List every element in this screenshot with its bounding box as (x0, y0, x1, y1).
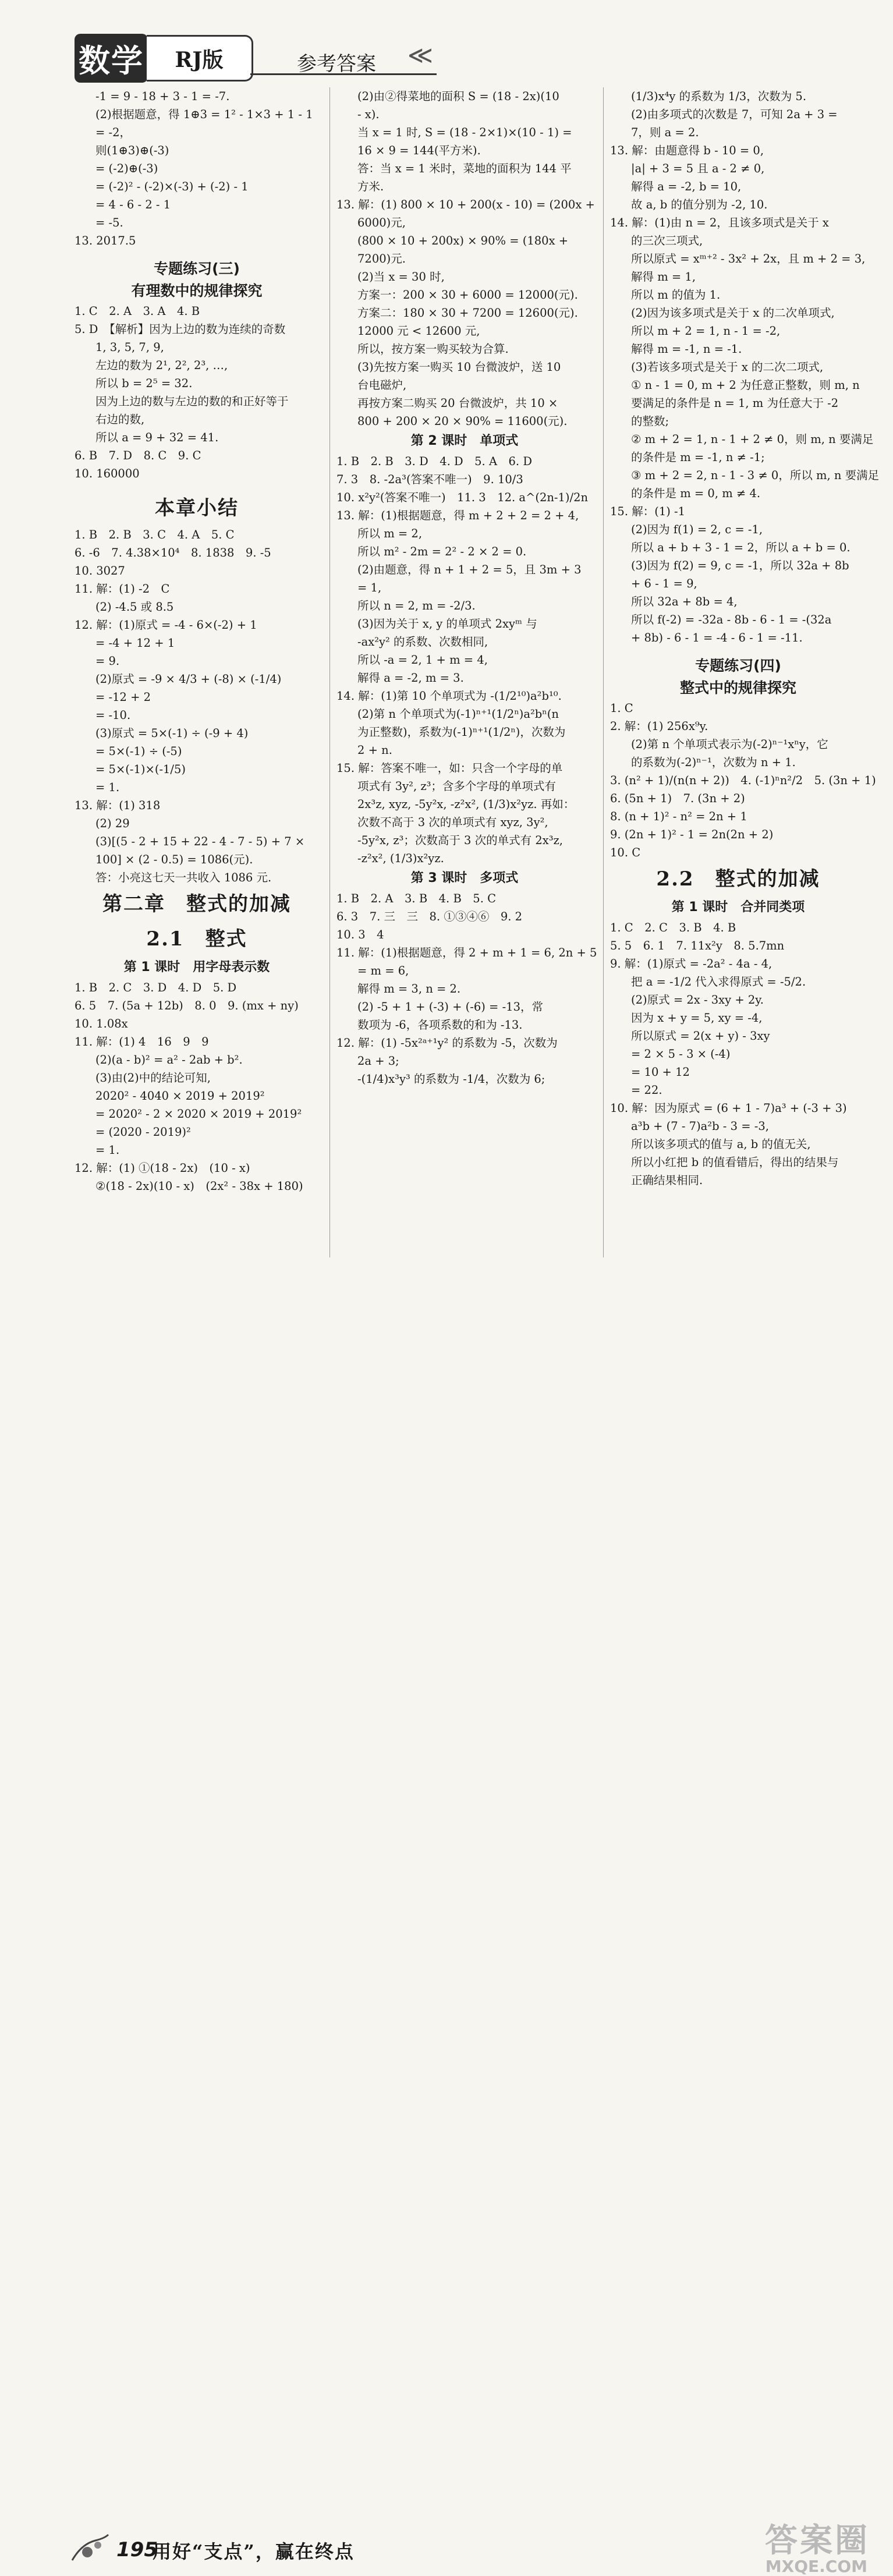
edition-tag: RJ版 (147, 35, 253, 82)
answer-line: 的条件是 m = -1, n ≠ -1; (631, 451, 765, 464)
answer-line: 所以小红把 b 的值看错后，得出的结果与 (631, 1156, 839, 1169)
section-heading: 2.1 整式 (146, 927, 247, 951)
answer-line: 方案二：180 × 30 + 7200 = 12600(元). (357, 306, 578, 320)
answer-line: (2)由多项式的次数是 7，可知 2a + 3 = (631, 108, 838, 121)
answer-line: 所以，按方案一购买较为合算. (357, 342, 509, 356)
answer-line: + 6 - 1 = 9, (631, 577, 697, 590)
answer-line: 所以 f(-2) = -32a - 8b - 6 - 1 = -(32a (631, 613, 832, 626)
answer-line: (2) -5 + 1 + (-3) + (-6) = -13，常 (357, 1000, 543, 1014)
double-chevron-icon: ≪ (407, 41, 433, 69)
answer-line: 方案一：200 × 30 + 6000 = 12000(元). (357, 288, 578, 302)
answer-line: = -12 + 2 (95, 690, 151, 704)
answer-line: 12. 解：(1)原式 = -4 - 6×(-2) + 1 (75, 618, 257, 632)
answer-line: 6. 5 7. (5a + 12b) 8. 0 9. (mx + ny) (75, 999, 299, 1012)
section-heading: 第 2 课时 单项式 (410, 434, 519, 448)
answer-line: 2. 解：(1) 256x⁹y. (610, 720, 708, 733)
answer-line: 要满足的条件是 n = 1, m 为任意大于 -2 (631, 396, 839, 410)
answer-line: 1. B 2. A 3. B 4. B 5. C (336, 892, 497, 905)
section-heading: 第 1 课时 合并同类项 (671, 900, 805, 915)
answer-line: ② m + 2 = 1, n - 1 + 2 ≠ 0，则 m, n 要满足 (631, 433, 874, 446)
answer-line: 所以该多项式的值与 a, b 的值无关, (631, 1138, 811, 1151)
answer-line: = m = 6, (357, 964, 409, 977)
answer-line: 答：当 x = 1 米时，菜地的面积为 144 平 (357, 162, 572, 175)
answer-line: 13. 解：(1)根据题意，得 m + 2 + 2 = 2 + 4, (336, 509, 579, 522)
answer-line: 解得 a = -2, m = 3. (357, 671, 464, 685)
answer-line: 正确结果相同. (631, 1174, 703, 1187)
answer-line: 答：小亮这七天一共收入 1086 元. (95, 871, 272, 884)
answer-line: -ax²y² 的系数、次数相同, (357, 635, 488, 649)
answer-line: 解得 m = 3, n = 2. (357, 982, 461, 995)
answer-line: 项式有 3y², z³；含多个字母的单项式有 (357, 779, 556, 793)
answer-line: (2) 29 (95, 817, 130, 830)
answer-line: 所以 a + b + 3 - 1 = 2，所以 a + b = 0. (631, 541, 851, 554)
answer-line: 所以 m² - 2m = 2² - 2 × 2 = 0. (357, 545, 527, 558)
answer-line: = 5×(-1) ÷ (-5) (95, 745, 182, 758)
answer-line: 故 a, b 的值分别为 -2, 10. (631, 198, 768, 211)
answer-line: 10. 3 4 (336, 928, 384, 941)
answer-line: 所以 m 的值为 1. (631, 288, 721, 302)
answer-line: 所以 m = 2, (357, 527, 423, 540)
answer-line: (1/3)x⁴y 的系数为 1/3，次数为 5. (631, 90, 807, 103)
answer-line: (3)[(5 - 2 + 15 + 22 - 4 - 7 - 5) + 7 × (95, 835, 305, 848)
answer-line: 的整数; (631, 414, 669, 428)
section-heading: 本章小结 (155, 497, 239, 520)
answer-line: 9. (2n + 1)² - 1 = 2n(2n + 2) (610, 828, 774, 841)
answer-line: 1, 3, 5, 7, 9, (95, 341, 164, 354)
answer-line: 7200)元. (357, 252, 406, 265)
answer-line: 12000 元 < 12600 元, (357, 324, 480, 338)
answer-line: 12. 解：(1) ①(18 - 2x) (10 - x) (75, 1161, 250, 1175)
answer-line: 11. 解：(1) -2 C (75, 582, 170, 596)
answer-line: 所以 m + 2 = 1, n - 1 = -2, (631, 324, 781, 338)
answer-line: = 2020² - 2 × 2020 × 2019 + 2019² (95, 1107, 302, 1121)
section-heading: 第 1 课时 用字母表示数 (123, 960, 270, 975)
answer-line: 的三次三项式, (631, 234, 703, 247)
footer-slogan: 用好“支点”，赢在终点 (153, 2540, 355, 2563)
page-footer (0, 1263, 893, 2576)
answer-line: a³b + (7 - 7)a²b - 3 = -3, (631, 1119, 769, 1133)
answer-line: 的条件是 m = 0, m ≠ 4. (631, 487, 761, 500)
answer-line: 1. C (610, 701, 633, 715)
answer-line: = -2， (95, 126, 132, 139)
answer-line: (800 × 10 + 200x) × 90% = (180x + (357, 234, 569, 247)
answer-line: 6. 3 7. 三 三 8. ①③④⑥ 9. 2 (336, 910, 523, 923)
column-divider (603, 87, 604, 1257)
mascot-icon (70, 2532, 111, 2565)
answer-line: 当 x = 1 时, S = (18 - 2×1)×(10 - 1) = (357, 126, 572, 139)
spacer (75, 250, 319, 258)
answer-line: 3. (n² + 1)/(n(n + 2)) 4. (-1)ⁿn²/2 5. (3n + 1) (610, 774, 876, 787)
answer-line: = (-2)⊕(-3) (95, 162, 158, 175)
answer-line: -5y²x, z³；次数高于 3 次的单式有 2x³z, (357, 834, 564, 847)
answer-line: 再按方案二购买 20 台微波炉，共 10 × (357, 396, 558, 410)
answer-line: = 5×(-1)×(-1/5) (95, 763, 186, 776)
section-heading: 有理数中的规律探究 (131, 282, 263, 299)
answer-line: (3)先按方案一购买 10 台微波炉，送 10 (357, 360, 561, 374)
answer-line: 10. C (610, 846, 641, 859)
answer-line: 所以 n = 2, m = -2/3. (357, 599, 476, 612)
answer-line: 所以原式 = 2(x + y) - 3xy (631, 1029, 770, 1043)
answer-line: = 9. (95, 654, 120, 668)
answer-line: = 4 - 6 - 2 - 1 (95, 198, 171, 211)
answer-line: 15. 解：答案不唯一，如：只含一个字母的单 (336, 761, 563, 775)
answer-line: 13. 解：(1) 800 × 10 + 200(x - 10) = (200x + (336, 198, 595, 211)
answer-line: 把 a = -1/2 代入求得原式 = -5/2. (631, 975, 806, 988)
answer-line: -1 = 9 - 18 + 3 - 1 = -7. (95, 90, 230, 103)
answer-line: 所以 32a + 8b = 4, (631, 595, 738, 608)
answer-line: 10. 1.08x (75, 1017, 128, 1030)
answer-line: = -4 + 12 + 1 (95, 636, 175, 650)
answer-line: + 8b) - 6 - 1 = -4 - 6 - 1 = -11. (631, 631, 803, 644)
section-heading: 专题练习(三) (154, 260, 240, 277)
answer-line: 因为上边的数与左边的数的和正好等于 (95, 395, 289, 408)
answer-line: (2)因为该多项式是关于 x 的二次单项式, (631, 306, 835, 320)
answer-line: 10. x²y²(答案不唯一) 11. 3 12. a^(2n-1)/2n (336, 491, 589, 504)
answer-line: 7，则 a = 2. (631, 126, 699, 139)
answer-line: 6. B 7. D 8. C 9. C (75, 449, 201, 462)
answer-line: 6. -6 7. 4.38×10⁴ 8. 1838 9. -5 (75, 546, 271, 559)
section-heading: 整式中的规律探究 (679, 679, 796, 696)
answer-line: = 1, (357, 581, 382, 594)
answer-line: 1. B 2. B 3. D 4. D 5. A 6. D (336, 455, 532, 468)
answer-line: (3)由(2)中的结论可知, (95, 1071, 211, 1085)
answer-line: 所以 -a = 2, 1 + m = 4, (357, 653, 488, 667)
answer-line: (2)第 n 个单项式表示为(-2)ⁿ⁻¹xⁿy，它 (631, 738, 828, 751)
answer-line: 2x³z, xyz, -5y²x, -z²x², (1/3)x²yz. 再如： (357, 798, 575, 811)
answer-line: ②(18 - 2x)(10 - x) (2x² - 38x + 180) (95, 1179, 303, 1193)
section-heading: 第二章 整式的加减 (102, 892, 291, 916)
answer-column-3 (610, 87, 880, 1189)
answer-line: 数项为 -6，各项系数的和为 -13. (357, 1018, 523, 1032)
answer-line: (2)由题意，得 n + 1 + 2 = 5，且 3m + 3 (357, 563, 582, 576)
answer-line: 左边的数为 2¹, 2², 2³, …, (95, 359, 228, 372)
watermark-url: MXQE.COM (765, 2557, 867, 2576)
answer-line: 解得 a = -2, b = 10, (631, 180, 742, 193)
answer-line: 台电磁炉, (357, 378, 407, 392)
answer-line: 所以原式 = xᵐ⁺² - 3x² + 2x，且 m + 2 = 3, (631, 252, 866, 265)
answer-line: 解得 m = -1, n = -1. (631, 342, 742, 356)
answer-line: 2 + n. (357, 743, 392, 757)
answer-line: 7. 3 8. -2a³(答案不唯一) 9. 10/3 (336, 473, 523, 486)
answer-line: (3)因为 f(2) = 9, c = -1，所以 32a + 8b (631, 559, 849, 572)
answer-line: 13. 解：由题意得 b - 10 = 0, (610, 144, 764, 157)
spacer (75, 483, 319, 491)
answer-line: 解得 m = 1, (631, 270, 696, 284)
answer-line: = 1. (95, 1143, 120, 1157)
answer-line: 2020² - 4040 × 2019 + 2019² (95, 1089, 265, 1103)
answer-line: 800 + 200 × 20 × 90% = 11600(元). (357, 414, 568, 428)
answer-line: (2)原式 = -9 × 4/3 + (-8) × (-1/4) (95, 672, 282, 686)
answer-line: (2)由②得菜地的面积 S = (18 - 2x)(10 (357, 90, 559, 103)
answer-line: 100] × (2 - 0.5) = 1086(元). (95, 853, 253, 866)
answer-line: 为正整数)，系数为(-1)ⁿ⁺¹(1/2ⁿ)，次数为 (357, 725, 566, 739)
page-number: 195 (116, 2538, 158, 2561)
answer-line: 9. 解：(1)原式 = -2a² - 4a - 4, (610, 957, 772, 970)
answer-line: 1. B 2. C 3. D 4. D 5. D (75, 981, 237, 994)
answer-line: 11. 解：(1)根据题意，得 2 + m + 1 = 6, 2n + 5 (336, 946, 597, 959)
answer-line: = 2 × 5 - 3 × (-4) (631, 1047, 731, 1061)
answer-line: 1. B 2. B 3. C 4. A 5. C (75, 528, 235, 541)
answer-line: 右边的数, (95, 413, 145, 426)
answer-line: = -5. (95, 216, 123, 229)
answer-line: 15. 解：(1) -1 (610, 505, 686, 518)
answer-line: 10. 3027 (75, 564, 125, 577)
answer-line: 的系数为(-2)ⁿ⁻¹，次数为 n + 1. (631, 756, 796, 769)
answer-line: 则(1⊕3)⊕(-3) (95, 144, 169, 157)
answer-line: 12. 解：(1) -5x²ᵃ⁺¹y² 的系数为 -5，次数为 (336, 1036, 558, 1050)
answer-line: (2) -4.5 或 8.5 (95, 600, 174, 614)
answer-line: 2a + 3; (357, 1054, 399, 1068)
answer-line: 1. C 2. A 3. A 4. B (75, 304, 200, 318)
watermark-logo: 答案圈 (765, 2522, 870, 2560)
answer-line: (2)当 x = 30 时, (357, 270, 445, 284)
answer-line: = 22. (631, 1083, 662, 1097)
answer-line: (2)第 n 个单项式为(-1)ⁿ⁺¹(1/2ⁿ)a²bⁿ(n (357, 707, 559, 721)
column-divider (329, 87, 330, 1257)
answer-line: - x). (357, 108, 380, 121)
answer-line: |a| + 3 = 5 且 a - 2 ≠ 0, (631, 162, 765, 175)
answer-line: ① n - 1 = 0, m + 2 为任意正整数，则 m, n (631, 378, 860, 392)
answer-line: 8. (n + 1)² - n² = 2n + 1 (610, 810, 747, 823)
answer-line: 14. 解：(1)第 10 个单项式为 -(1/2¹⁰)a²b¹⁰. (336, 689, 562, 703)
section-heading: 专题练习(四) (695, 657, 781, 674)
answer-line: ③ m + 2 = 2, n - 1 - 3 ≠ 0，所以 m, n 要满足 (631, 469, 880, 482)
answer-line: (2)因为 f(1) = 2, c = -1, (631, 523, 763, 536)
answer-line: 所以 b = 2⁵ = 32. (95, 377, 193, 390)
answer-line: (2)原式 = 2x - 3xy + 2y. (631, 993, 764, 1007)
answer-line: 6000)元, (357, 216, 406, 229)
answer-line: 方米. (357, 180, 384, 193)
answer-line: 1. C 2. C 3. B 4. B (610, 921, 736, 934)
answer-line: 10. 解：因为原式 = (6 + 1 - 7)a³ + (-3 + 3) (610, 1101, 847, 1115)
section-heading: 第 3 课时 多项式 (410, 871, 519, 885)
header-title: 参考答案 (297, 52, 376, 76)
spacer (610, 647, 866, 655)
answer-line: = 10 + 12 (631, 1065, 690, 1079)
page-header (0, 0, 893, 82)
answer-line: -z²x², (1/3)x²yz. (357, 852, 444, 865)
answer-line: -(1/4)x³y³ 的系数为 -1/4，次数为 6; (357, 1072, 545, 1086)
answer-line: = (2020 - 2019)² (95, 1125, 191, 1139)
section-heading: 2.2 整式的加减 (656, 867, 820, 891)
answer-line: 6. (5n + 1) 7. (3n + 2) (610, 792, 745, 805)
answer-line: 因为 x + y = 5, xy = -4, (631, 1011, 763, 1025)
answer-line: = -10. (95, 708, 131, 722)
subject-tag: 数学 (75, 34, 148, 83)
answer-line: (3)若该多项式是关于 x 的二次二项式, (631, 360, 824, 374)
answer-line: 5. D 【解析】因为上边的数为连续的奇数 (75, 323, 286, 336)
answer-line: 所以 a = 9 + 32 = 41. (95, 431, 219, 444)
answer-line: 10. 160000 (75, 467, 140, 480)
answer-line: 16 × 9 = 144(平方米). (357, 144, 481, 157)
answer-line: 5. 5 6. 1 7. 11x²y 8. 5.7mn (610, 939, 785, 952)
answer-column-1 (75, 87, 319, 1195)
answer-line: 13. 2017.5 (75, 234, 136, 247)
answer-line: (3)因为关于 x, y 的单项式 2xyᵐ 与 (357, 617, 537, 630)
answer-line: 14. 解：(1)由 n = 2，且该多项式是关于 x (610, 216, 829, 229)
answer-line: (2)(a - b)² = a² - 2ab + b². (95, 1053, 243, 1066)
answer-column-2 (336, 87, 597, 1088)
answer-line: 11. 解：(1) 4 16 9 9 (75, 1035, 209, 1048)
answer-line: (3)原式 = 5×(-1) ÷ (-9 + 4) (95, 727, 249, 740)
answer-line: = 1. (95, 781, 120, 794)
answer-line: 次数不高于 3 次的单项式有 xyz, 3y², (357, 816, 548, 829)
answer-line: (2)根据题意，得 1⊕3 = 1² - 1×3 + 1 - 1 (95, 108, 313, 121)
answer-line: = (-2)² - (-2)×(-3) + (-2) - 1 (95, 180, 249, 193)
answer-line: 13. 解：(1) 318 (75, 799, 161, 812)
